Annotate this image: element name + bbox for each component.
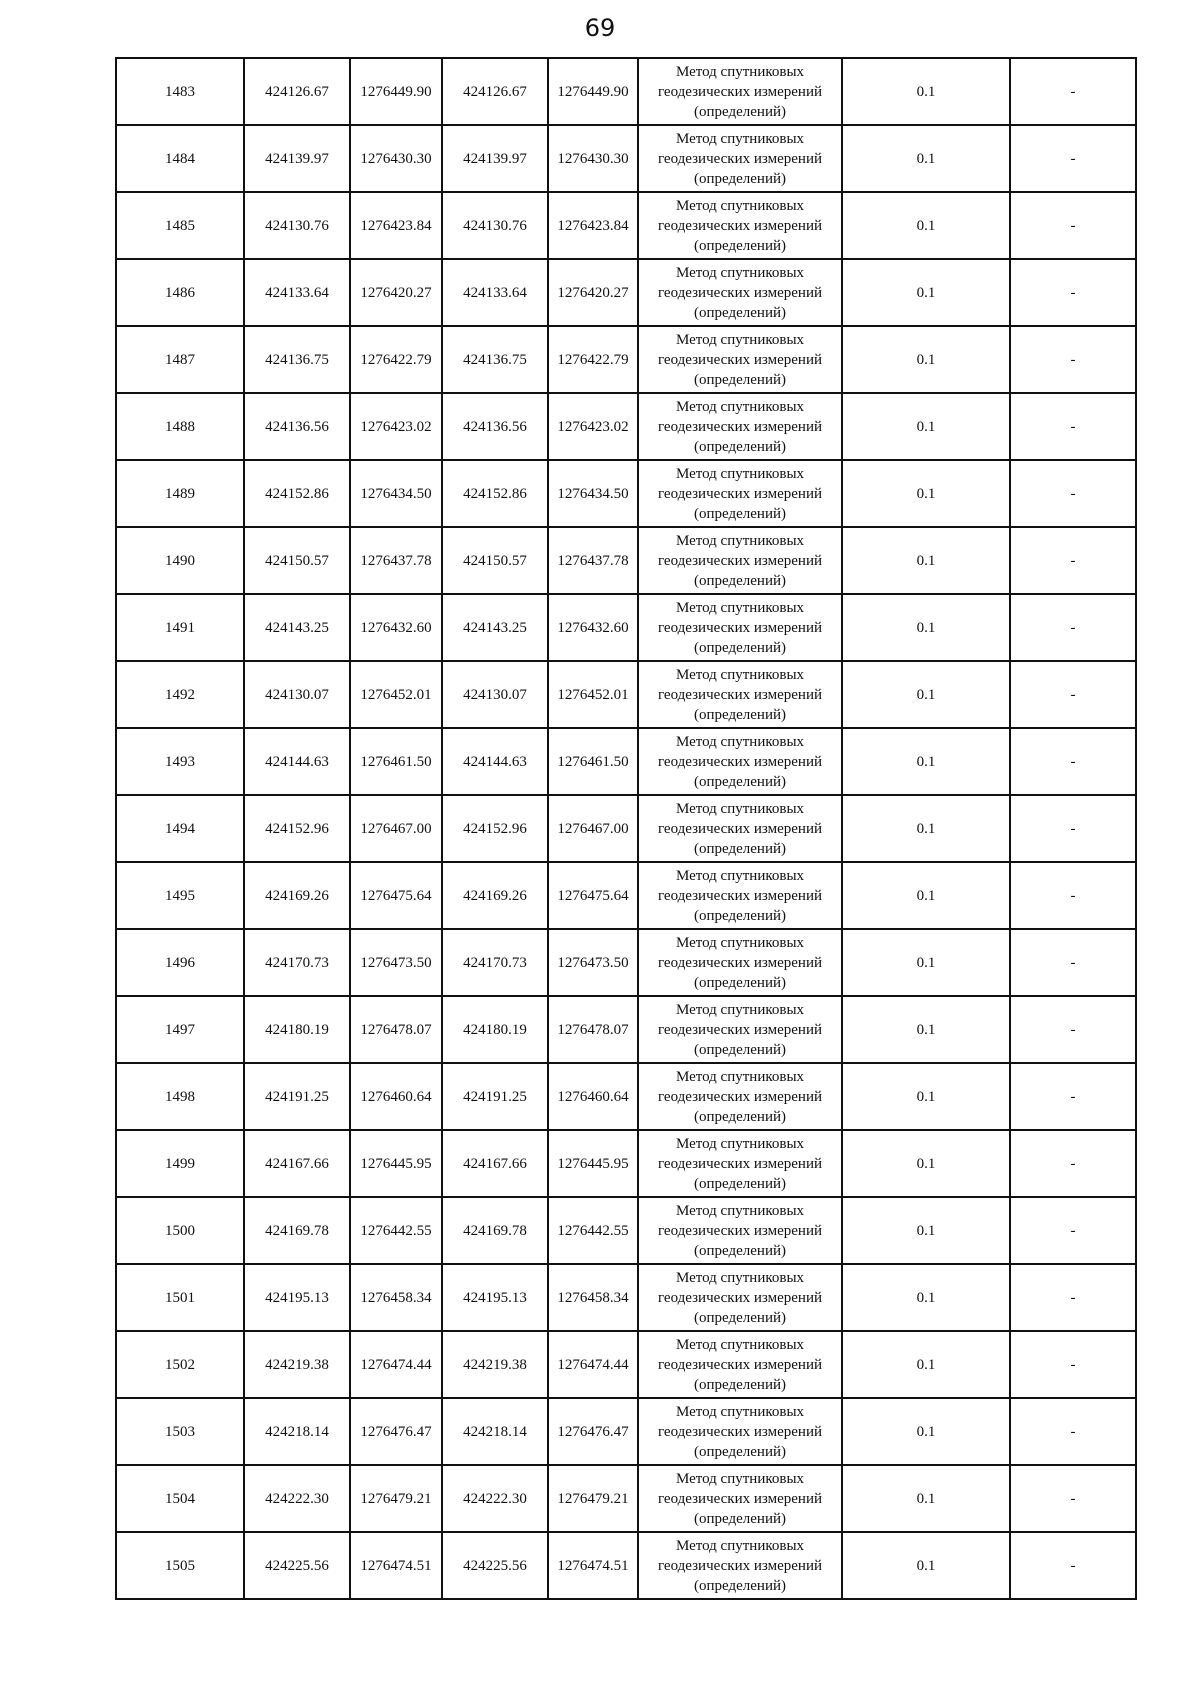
refined-y-cell: 1276475.64 (548, 862, 638, 929)
method-line: Метод спутниковых (675, 599, 805, 616)
accuracy-cell: 0.1 (842, 1130, 1010, 1197)
method-cell (638, 728, 842, 795)
existing-x-cell: 424219.38 (244, 1331, 350, 1398)
refined-x-cell: 424136.75 (442, 326, 548, 393)
method-line: Метод спутниковых (675, 666, 805, 683)
existing-x-cell: 424225.56 (244, 1532, 350, 1599)
refined-y-cell: 1276474.44 (548, 1331, 638, 1398)
method-line: Метод спутниковых (675, 465, 805, 482)
point-number-cell: 1486 (116, 259, 244, 326)
coordinates-table (115, 57, 1137, 1600)
method-line: геодезических измерений (657, 753, 823, 770)
method-line: (определений) (694, 907, 786, 924)
point-number-cell: 1483 (116, 58, 244, 125)
existing-y-cell: 1276422.79 (350, 326, 442, 393)
existing-x-cell: 424191.25 (244, 1063, 350, 1130)
existing-y-cell: 1276474.51 (350, 1532, 442, 1599)
method-line: (определений) (694, 170, 786, 187)
method-line: Метод спутниковых (675, 398, 805, 415)
point-number-cell: 1490 (116, 527, 244, 594)
accuracy-cell: 0.1 (842, 862, 1010, 929)
method-line: (определений) (694, 639, 786, 656)
method-line: Метод спутниковых (675, 130, 805, 147)
note-cell: - (1010, 728, 1136, 795)
refined-x-cell: 424139.97 (442, 125, 548, 192)
refined-x-cell: 424143.25 (442, 594, 548, 661)
note-cell: - (1010, 393, 1136, 460)
method-line: геодезических измерений (657, 1088, 823, 1105)
note-cell: - (1010, 795, 1136, 862)
existing-x-cell: 424169.26 (244, 862, 350, 929)
method-line: (определений) (694, 1443, 786, 1460)
accuracy-cell: 0.1 (842, 795, 1010, 862)
method-line: геодезических измерений (657, 150, 823, 167)
note-cell: - (1010, 1197, 1136, 1264)
table-row (116, 795, 1136, 862)
method-cell (638, 1398, 842, 1465)
refined-y-cell: 1276467.00 (548, 795, 638, 862)
note-cell: - (1010, 996, 1136, 1063)
method-line: Метод спутниковых (675, 1537, 805, 1554)
table-body (116, 58, 1136, 1599)
existing-y-cell: 1276432.60 (350, 594, 442, 661)
accuracy-cell: 0.1 (842, 929, 1010, 996)
refined-x-cell: 424152.96 (442, 795, 548, 862)
existing-x-cell: 424143.25 (244, 594, 350, 661)
refined-x-cell: 424136.56 (442, 393, 548, 460)
point-number-cell: 1496 (116, 929, 244, 996)
accuracy-cell: 0.1 (842, 326, 1010, 393)
method-line: (определений) (694, 840, 786, 857)
existing-y-cell: 1276474.44 (350, 1331, 442, 1398)
existing-y-cell: 1276473.50 (350, 929, 442, 996)
method-line: геодезических измерений (657, 954, 823, 971)
point-number-cell: 1485 (116, 192, 244, 259)
existing-x-cell: 424169.78 (244, 1197, 350, 1264)
method-line: Метод спутниковых (675, 264, 805, 281)
method-line: Метод спутниковых (675, 1269, 805, 1286)
table-row (116, 460, 1136, 527)
table-row (116, 1331, 1136, 1398)
table-row (116, 594, 1136, 661)
refined-y-cell: 1276422.79 (548, 326, 638, 393)
accuracy-cell: 0.1 (842, 1063, 1010, 1130)
method-line: геодезических измерений (657, 1289, 823, 1306)
table-row (116, 259, 1136, 326)
method-line: Метод спутниковых (675, 1470, 805, 1487)
refined-y-cell: 1276478.07 (548, 996, 638, 1063)
note-cell: - (1010, 1331, 1136, 1398)
note-cell: - (1010, 125, 1136, 192)
existing-x-cell: 424152.86 (244, 460, 350, 527)
existing-x-cell: 424136.75 (244, 326, 350, 393)
table-row (116, 1264, 1136, 1331)
point-number-cell: 1497 (116, 996, 244, 1063)
method-line: геодезических измерений (657, 217, 823, 234)
accuracy-cell: 0.1 (842, 1331, 1010, 1398)
table-row (116, 393, 1136, 460)
method-cell (638, 460, 842, 527)
accuracy-cell: 0.1 (842, 1197, 1010, 1264)
existing-x-cell: 424180.19 (244, 996, 350, 1063)
note-cell: - (1010, 1264, 1136, 1331)
accuracy-cell: 0.1 (842, 1264, 1010, 1331)
existing-x-cell: 424133.64 (244, 259, 350, 326)
method-line: геодезических измерений (657, 1222, 823, 1239)
table-row (116, 929, 1136, 996)
method-line: Метод спутниковых (675, 63, 805, 80)
table-row (116, 527, 1136, 594)
accuracy-cell: 0.1 (842, 393, 1010, 460)
refined-y-cell: 1276423.02 (548, 393, 638, 460)
refined-x-cell: 424180.19 (442, 996, 548, 1063)
accuracy-cell: 0.1 (842, 661, 1010, 728)
method-cell (638, 1532, 842, 1599)
existing-x-cell: 424195.13 (244, 1264, 350, 1331)
refined-y-cell: 1276461.50 (548, 728, 638, 795)
refined-x-cell: 424222.30 (442, 1465, 548, 1532)
table-row (116, 326, 1136, 393)
existing-y-cell: 1276449.90 (350, 58, 442, 125)
method-line: (определений) (694, 773, 786, 790)
refined-y-cell: 1276420.27 (548, 259, 638, 326)
existing-y-cell: 1276458.34 (350, 1264, 442, 1331)
method-line: геодезических измерений (657, 686, 823, 703)
method-line: Метод спутниковых (675, 733, 805, 750)
refined-y-cell: 1276473.50 (548, 929, 638, 996)
method-line: Метод спутниковых (675, 197, 805, 214)
method-line: Метод спутниковых (675, 1135, 805, 1152)
point-number-cell: 1502 (116, 1331, 244, 1398)
refined-y-cell: 1276474.51 (548, 1532, 638, 1599)
table-row (116, 1130, 1136, 1197)
method-line: (определений) (694, 371, 786, 388)
existing-y-cell: 1276437.78 (350, 527, 442, 594)
point-number-cell: 1495 (116, 862, 244, 929)
method-line: геодезических измерений (657, 887, 823, 904)
note-cell: - (1010, 192, 1136, 259)
refined-x-cell: 424169.26 (442, 862, 548, 929)
point-number-cell: 1505 (116, 1532, 244, 1599)
point-number-cell: 1499 (116, 1130, 244, 1197)
method-line: геодезических измерений (657, 1490, 823, 1507)
table-row (116, 192, 1136, 259)
method-line: геодезических измерений (657, 619, 823, 636)
refined-x-cell: 424195.13 (442, 1264, 548, 1331)
method-line: геодезических измерений (657, 418, 823, 435)
existing-y-cell: 1276460.64 (350, 1063, 442, 1130)
method-line: (определений) (694, 1577, 786, 1594)
method-cell (638, 661, 842, 728)
note-cell: - (1010, 1465, 1136, 1532)
accuracy-cell: 0.1 (842, 192, 1010, 259)
method-line: (определений) (694, 1510, 786, 1527)
method-line: Метод спутниковых (675, 800, 805, 817)
method-cell (638, 527, 842, 594)
refined-x-cell: 424219.38 (442, 1331, 548, 1398)
point-number-cell: 1492 (116, 661, 244, 728)
existing-y-cell: 1276461.50 (350, 728, 442, 795)
method-cell (638, 1264, 842, 1331)
method-line: (определений) (694, 706, 786, 723)
point-number-cell: 1484 (116, 125, 244, 192)
existing-x-cell: 424150.57 (244, 527, 350, 594)
note-cell: - (1010, 929, 1136, 996)
method-line: (определений) (694, 1108, 786, 1125)
method-cell (638, 125, 842, 192)
refined-x-cell: 424130.76 (442, 192, 548, 259)
refined-y-cell: 1276452.01 (548, 661, 638, 728)
refined-x-cell: 424167.66 (442, 1130, 548, 1197)
note-cell: - (1010, 259, 1136, 326)
refined-x-cell: 424144.63 (442, 728, 548, 795)
method-cell (638, 795, 842, 862)
refined-y-cell: 1276479.21 (548, 1465, 638, 1532)
refined-y-cell: 1276458.34 (548, 1264, 638, 1331)
table-row (116, 728, 1136, 795)
method-line: Метод спутниковых (675, 1068, 805, 1085)
method-cell (638, 192, 842, 259)
note-cell: - (1010, 58, 1136, 125)
point-number-cell: 1487 (116, 326, 244, 393)
method-line: (определений) (694, 1175, 786, 1192)
point-number-cell: 1491 (116, 594, 244, 661)
point-number-cell: 1501 (116, 1264, 244, 1331)
accuracy-cell: 0.1 (842, 1465, 1010, 1532)
method-line: (определений) (694, 304, 786, 321)
existing-y-cell: 1276476.47 (350, 1398, 442, 1465)
refined-y-cell: 1276449.90 (548, 58, 638, 125)
note-cell: - (1010, 661, 1136, 728)
method-line: Метод спутниковых (675, 532, 805, 549)
existing-y-cell: 1276445.95 (350, 1130, 442, 1197)
existing-x-cell: 424144.63 (244, 728, 350, 795)
existing-x-cell: 424167.66 (244, 1130, 350, 1197)
note-cell: - (1010, 1398, 1136, 1465)
refined-y-cell: 1276445.95 (548, 1130, 638, 1197)
refined-x-cell: 424170.73 (442, 929, 548, 996)
method-cell (638, 326, 842, 393)
point-number-cell: 1500 (116, 1197, 244, 1264)
method-line: Метод спутниковых (675, 867, 805, 884)
method-cell (638, 594, 842, 661)
point-number-cell: 1498 (116, 1063, 244, 1130)
accuracy-cell: 0.1 (842, 527, 1010, 594)
refined-y-cell: 1276437.78 (548, 527, 638, 594)
refined-y-cell: 1276460.64 (548, 1063, 638, 1130)
existing-x-cell: 424152.96 (244, 795, 350, 862)
method-line: Метод спутниковых (675, 1403, 805, 1420)
refined-x-cell: 424150.57 (442, 527, 548, 594)
method-line: (определений) (694, 237, 786, 254)
method-cell (638, 1130, 842, 1197)
note-cell: - (1010, 594, 1136, 661)
table-row (116, 1532, 1136, 1599)
method-cell (638, 1063, 842, 1130)
point-number-cell: 1493 (116, 728, 244, 795)
existing-y-cell: 1276478.07 (350, 996, 442, 1063)
accuracy-cell: 0.1 (842, 1398, 1010, 1465)
point-number-cell: 1503 (116, 1398, 244, 1465)
method-line: (определений) (694, 1242, 786, 1259)
method-line: геодезических измерений (657, 284, 823, 301)
existing-y-cell: 1276442.55 (350, 1197, 442, 1264)
method-cell (638, 1331, 842, 1398)
note-cell: - (1010, 527, 1136, 594)
table-row (116, 661, 1136, 728)
method-line: (определений) (694, 103, 786, 120)
existing-x-cell: 424170.73 (244, 929, 350, 996)
existing-y-cell: 1276452.01 (350, 661, 442, 728)
note-cell: - (1010, 460, 1136, 527)
existing-y-cell: 1276467.00 (350, 795, 442, 862)
note-cell: - (1010, 326, 1136, 393)
method-line: геодезических измерений (657, 351, 823, 368)
page-number: 69 (584, 14, 616, 42)
table-row (116, 125, 1136, 192)
method-cell (638, 259, 842, 326)
method-line: геодезических измерений (657, 1356, 823, 1373)
table-row (116, 58, 1136, 125)
point-number-cell: 1504 (116, 1465, 244, 1532)
method-line: (определений) (694, 974, 786, 991)
method-cell (638, 1465, 842, 1532)
existing-y-cell: 1276479.21 (350, 1465, 442, 1532)
existing-y-cell: 1276434.50 (350, 460, 442, 527)
method-line: (определений) (694, 505, 786, 522)
table-row (116, 1398, 1136, 1465)
method-cell (638, 58, 842, 125)
method-line: (определений) (694, 1376, 786, 1393)
method-line: (определений) (694, 1309, 786, 1326)
method-line: Метод спутниковых (675, 934, 805, 951)
accuracy-cell: 0.1 (842, 460, 1010, 527)
existing-x-cell: 424130.07 (244, 661, 350, 728)
existing-y-cell: 1276475.64 (350, 862, 442, 929)
existing-x-cell: 424126.67 (244, 58, 350, 125)
accuracy-cell: 0.1 (842, 58, 1010, 125)
refined-y-cell: 1276476.47 (548, 1398, 638, 1465)
table-row (116, 1465, 1136, 1532)
existing-y-cell: 1276420.27 (350, 259, 442, 326)
refined-y-cell: 1276430.30 (548, 125, 638, 192)
accuracy-cell: 0.1 (842, 125, 1010, 192)
refined-x-cell: 424169.78 (442, 1197, 548, 1264)
accuracy-cell: 0.1 (842, 1532, 1010, 1599)
point-number-cell: 1494 (116, 795, 244, 862)
method-cell (638, 393, 842, 460)
refined-x-cell: 424218.14 (442, 1398, 548, 1465)
existing-x-cell: 424222.30 (244, 1465, 350, 1532)
point-number-cell: 1489 (116, 460, 244, 527)
method-line: геодезических измерений (657, 820, 823, 837)
method-cell (638, 862, 842, 929)
point-number-cell: 1488 (116, 393, 244, 460)
method-line: геодезических измерений (657, 552, 823, 569)
table-row (116, 1197, 1136, 1264)
refined-y-cell: 1276432.60 (548, 594, 638, 661)
method-cell (638, 929, 842, 996)
refined-x-cell: 424133.64 (442, 259, 548, 326)
accuracy-cell: 0.1 (842, 259, 1010, 326)
accuracy-cell: 0.1 (842, 594, 1010, 661)
refined-y-cell: 1276442.55 (548, 1197, 638, 1264)
existing-y-cell: 1276423.02 (350, 393, 442, 460)
method-line: Метод спутниковых (675, 331, 805, 348)
method-line: Метод спутниковых (675, 1001, 805, 1018)
accuracy-cell: 0.1 (842, 996, 1010, 1063)
refined-y-cell: 1276423.84 (548, 192, 638, 259)
method-line: геодезических измерений (657, 1423, 823, 1440)
method-cell (638, 1197, 842, 1264)
accuracy-cell: 0.1 (842, 728, 1010, 795)
method-line: геодезических измерений (657, 485, 823, 502)
existing-x-cell: 424136.56 (244, 393, 350, 460)
note-cell: - (1010, 1532, 1136, 1599)
refined-x-cell: 424225.56 (442, 1532, 548, 1599)
table-row (116, 1063, 1136, 1130)
refined-x-cell: 424130.07 (442, 661, 548, 728)
existing-y-cell: 1276423.84 (350, 192, 442, 259)
method-line: геодезических измерений (657, 83, 823, 100)
existing-x-cell: 424218.14 (244, 1398, 350, 1465)
method-line: (определений) (694, 572, 786, 589)
method-line: Метод спутниковых (675, 1336, 805, 1353)
note-cell: - (1010, 1063, 1136, 1130)
existing-x-cell: 424139.97 (244, 125, 350, 192)
method-line: геодезических измерений (657, 1155, 823, 1172)
method-cell (638, 996, 842, 1063)
note-cell: - (1010, 862, 1136, 929)
refined-x-cell: 424191.25 (442, 1063, 548, 1130)
refined-y-cell: 1276434.50 (548, 460, 638, 527)
existing-y-cell: 1276430.30 (350, 125, 442, 192)
method-line: геодезических измерений (657, 1557, 823, 1574)
refined-x-cell: 424152.86 (442, 460, 548, 527)
refined-x-cell: 424126.67 (442, 58, 548, 125)
method-line: геодезических измерений (657, 1021, 823, 1038)
method-line: (определений) (694, 1041, 786, 1058)
note-cell: - (1010, 1130, 1136, 1197)
table-row (116, 996, 1136, 1063)
method-line: Метод спутниковых (675, 1202, 805, 1219)
table-row (116, 862, 1136, 929)
method-line: (определений) (694, 438, 786, 455)
existing-x-cell: 424130.76 (244, 192, 350, 259)
